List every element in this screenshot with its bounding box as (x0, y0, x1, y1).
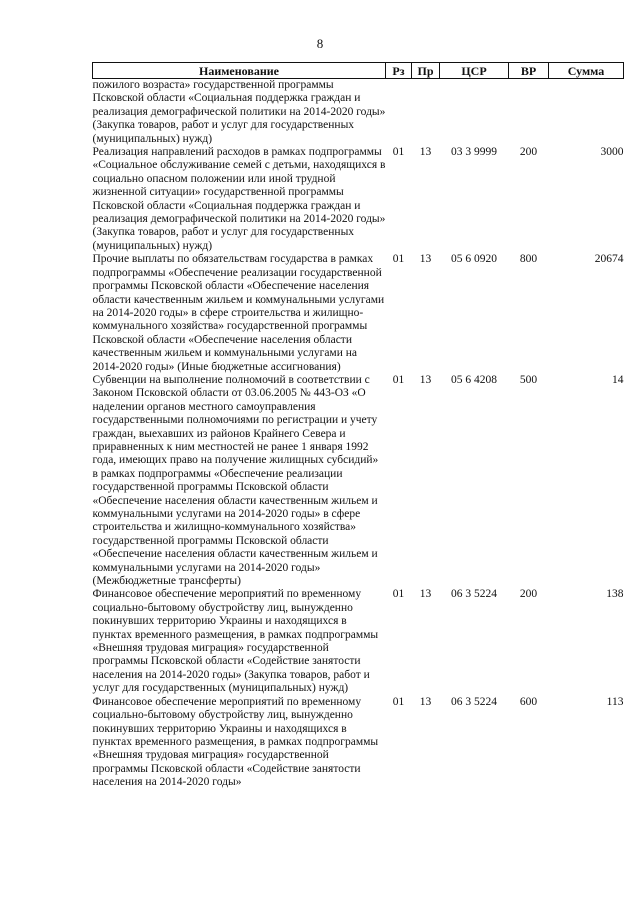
row-rz: 01 (392, 695, 405, 708)
table-header-row (93, 63, 624, 79)
row-sum: 113 (606, 695, 624, 708)
header-pr: Пр (412, 63, 440, 79)
header-sum: Сумма (549, 63, 624, 79)
table-row (93, 696, 624, 790)
row-csr: 06 3 5224 (451, 695, 497, 708)
row-csr: 05 6 4208 (451, 373, 497, 386)
row-pr: 13 (419, 146, 432, 159)
row-sum: 138 (606, 588, 624, 601)
row-rz: 01 (392, 588, 405, 601)
header-csr: ЦСР (440, 63, 509, 79)
row-sum (549, 79, 624, 147)
budget-table (92, 62, 624, 790)
row-csr: 05 6 0920 (451, 253, 497, 266)
header-vr: ВР (509, 63, 549, 79)
row-name: Субвенции на выполнение полномочий в соответствии с Законом Псковской области от 03.06.2005 № 443-ОЗ «О наделении органов местного самоуправления государственными полномочиями по регистрации и учету граждан, выехавших из районов Крайнего Севера и приравненных к ним местностей не ранее 1 января 1992 года, имеющих право на получение жилищных субсидий» в рамках подпрограммы «Обеспечение реализации государственной программы Псковской области «Обеспечение населения области качественным жильем и коммунальными услугами на 2014-2020 годы» в сфере строительства и жилищно-коммунального хозяйства» государственной программы Псковской области «Обеспечение населения области качественным жильем и коммунальными услугами на 2014-2020 годы» (Межбюджетные трансферты) (92, 373, 379, 588)
row-vr: 800 (519, 253, 538, 266)
table-row (93, 253, 624, 374)
table-row (93, 374, 624, 589)
table-row (93, 588, 624, 695)
row-rz: 01 (392, 146, 405, 159)
header-name: Наименование (93, 63, 386, 79)
row-pr: 13 (419, 588, 432, 601)
row-sum: 3000 (600, 146, 624, 159)
row-rz: 01 (392, 253, 405, 266)
row-sum: 20674 (594, 253, 624, 266)
header-rz: Рз (386, 63, 412, 79)
row-pr (412, 79, 440, 147)
row-csr: 06 3 5224 (451, 588, 497, 601)
row-name: Финансовое обеспечение мероприятий по временному социально-бытовому обустройству лиц, вынужденно покинувших территорию Украины и находящихся в пунктах временного размещения, в рамках подпрограммы «Внешняя трудовая миграция» государственной программы Псковской области «Содействие занятости населения на 2014-2020 годы» (Закупка товаров, работ и услуг для государственных (муниципальных) нужд) (92, 588, 379, 695)
row-pr: 13 (419, 253, 432, 266)
row-vr: 200 (519, 146, 538, 159)
row-csr: 03 3 9999 (451, 146, 497, 159)
row-csr (440, 79, 509, 147)
table-row (93, 79, 624, 147)
row-name: Реализация направлений расходов в рамках подпрограммы «Социальное обслуживание семей с детьми, находящихся в социально опасном положении или иной трудной жизненной ситуации» государственной программы Псковской области «Социальная поддержка граждан и реализация демографической политики на 2014-2020 годы» (Закупка товаров, работ и услуг для государственных (муниципальных) нужд) (92, 146, 386, 252)
row-name: пожилого возраста» государственной программы Псковской области «Социальная поддержка граждан и реализация демографической политики на 2014-2020 годы» (Закупка товаров, работ и услуг для государственных (муниципальных) нужд) (92, 79, 386, 145)
row-vr: 600 (519, 695, 538, 708)
table-row (93, 146, 624, 253)
row-vr: 500 (519, 373, 538, 386)
row-rz (386, 79, 412, 147)
row-vr (509, 79, 549, 147)
row-vr: 200 (519, 588, 538, 601)
row-pr: 13 (419, 373, 432, 386)
page-number: 8 (316, 36, 324, 51)
row-sum: 14 (612, 373, 624, 386)
row-name: Финансовое обеспечение мероприятий по временному социально-бытовому обустройству лиц, вынужденно покинувших территорию Украины и находящихся в пунктах временного размещения, в рамках подпрограммы «Внешняя трудовая миграция» государственной программы Псковской области «Содействие занятости населения на 2014-2020 годы» (92, 695, 379, 789)
row-pr: 13 (419, 695, 432, 708)
row-name: Прочие выплаты по обязательствам государства в рамках подпрограммы «Обеспечение реализации государственной программы Псковской области «Обеспечение населения области качественным жильем и коммунальными услугами на 2014-2020 годы» в сфере строительства и жилищно-коммунального хозяйства» государственной программы Псковской области «Обеспечение населения области качественным жильем и коммунальными услугами на 2014-2020 годы» (Иные бюджетные ассигнования) (92, 253, 385, 373)
row-rz: 01 (392, 373, 405, 386)
